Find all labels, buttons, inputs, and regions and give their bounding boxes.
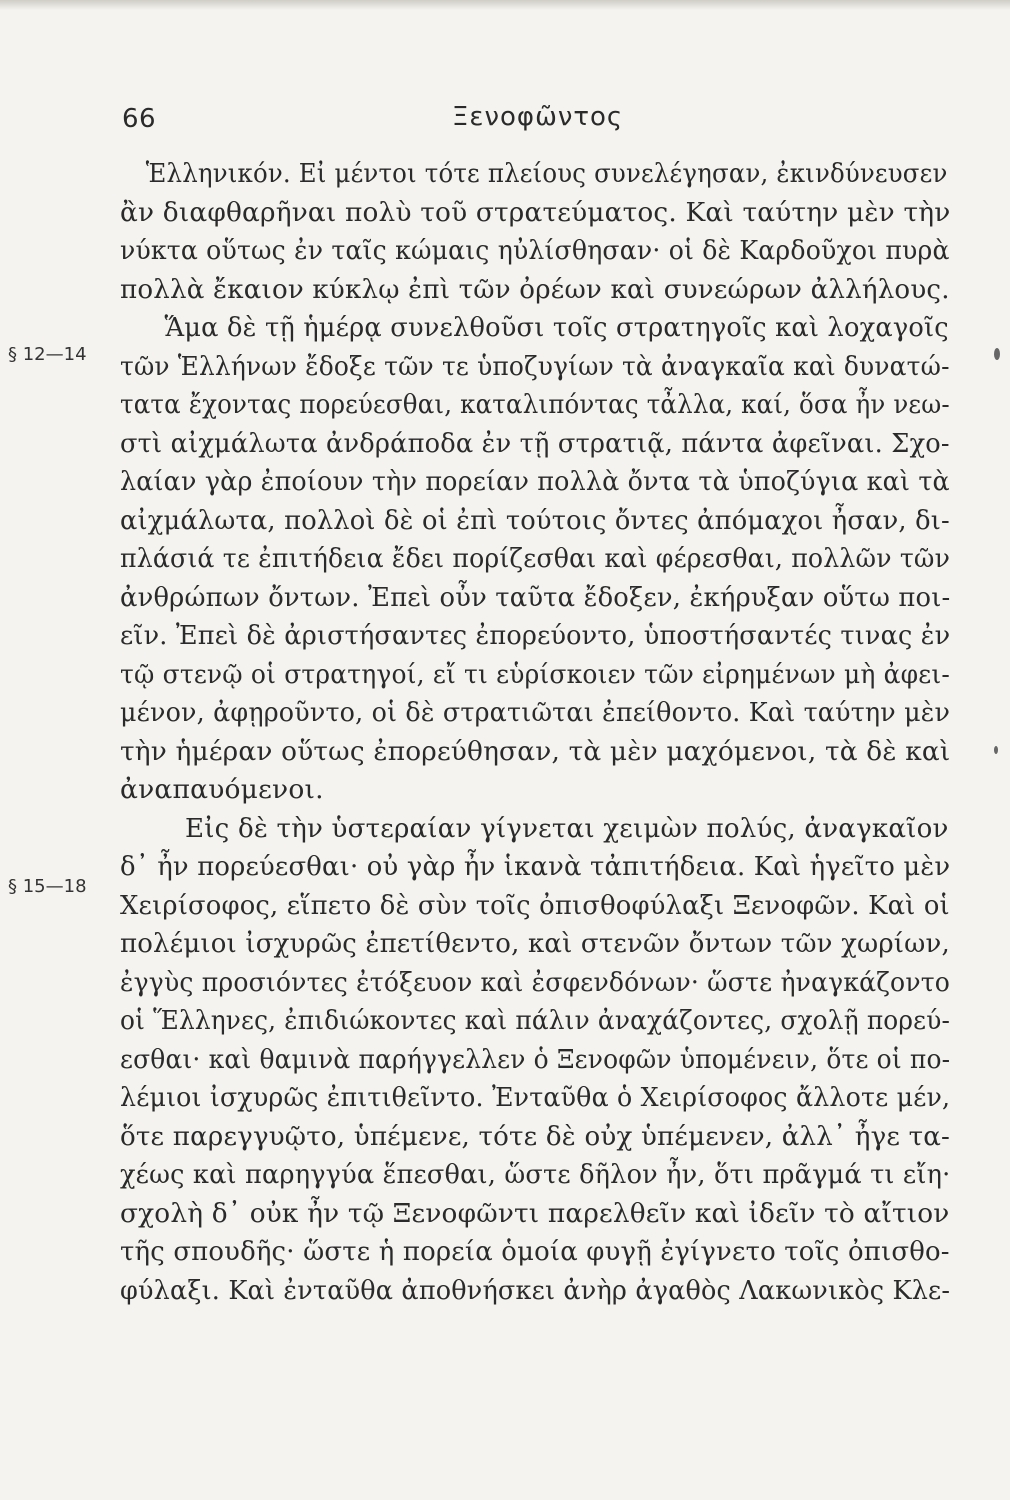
text-line: ὅτε παρεγγυῷτο, ὑπέμενε, τότε δὲ οὐχ ὑπέμενεν, ἀλλ᾽ ἦγε τα- <box>120 1120 951 1152</box>
paragraph-first-line: Ἅμα δὲ τῇ ἡμέρᾳ συνελθοῦσι τοῖς στρατηγοῖς καὶ λοχαγοῖς <box>164 312 949 343</box>
text-line: πολέμιοι ἰσχυρῶς ἐπετίθεντο, καὶ στενῶν ὄντων τῶν χωρίων, <box>120 928 950 959</box>
text-line: στὶ αἰχμάλωτα ἀνδράποδα ἐν τῇ στρατιᾷ, πάντα ἀφεῖναι. Σχο- <box>120 427 950 459</box>
text-line: τῷ στενῷ οἱ στρατηγοί, εἴ τι εὑρίσκοιεν τῶν εἰρημένων μὴ ἀφει- <box>120 658 950 690</box>
text-line: Χειρίσοφος, εἵπετο δὲ σὺν τοῖς ὀπισθοφύλαξι Ξενοφῶν. Καὶ οἱ <box>120 889 950 921</box>
text-line: τῶν Ἑλλήνων ἔδοξε τῶν τε ὑποζυγίων τὰ ἀναγκαῖα καὶ δυνατώ- <box>120 350 950 382</box>
page-number: 66 <box>122 104 157 134</box>
running-head: Ξενοφῶντος <box>452 102 624 132</box>
body-text <box>120 155 950 1349</box>
text-line: πολλὰ ἔκαιον κύκλῳ ἐπὶ τῶν ὀρέων καὶ συνεώρων ἀλλήλους. <box>120 273 950 305</box>
text-line: Ἑλληνικόν. Εἰ μέντοι τότε πλείους συνελέγησαν, ἐκινδύνευσεν <box>145 158 948 189</box>
paragraph-first-line: Εἰς δὲ τὴν ὑστεραίαν γίγνεται χειμὼν πολύς, ἀναγκαῖον <box>184 812 949 844</box>
section-marker: § 15—18 <box>8 876 87 897</box>
text-line: σχολὴ δ᾽ οὐκ ἦν τῷ Ξενοφῶντι παρελθεῖν καὶ ἰδεῖν τὸ αἴτιον <box>120 1197 950 1229</box>
ink-speck <box>994 746 998 754</box>
text-line: εσθαι· καὶ θαμινὰ παρήγγελλεν ὁ Ξενοφῶν ὑπομένειν, ὅτε οἱ πο- <box>120 1043 951 1075</box>
text-line: πλάσιά τε ἐπιτήδεια ἔδει πορίζεσθαι καὶ φέρεσθαι, πολλῶν τῶν <box>120 543 951 574</box>
ink-speck <box>994 348 1000 360</box>
page-header <box>0 96 1010 146</box>
text-line: ἀνθρώπων ὄντων. Ἐπεὶ οὖν ταῦτα ἔδοξεν, ἐκήρυξαν οὕτω ποι- <box>120 581 951 613</box>
text-line: οἱ Ἕλληνες, ἐπιδιώκοντες καὶ πάλιν ἀναχάζοντες, σχολῇ πορεύ- <box>120 1005 951 1036</box>
text-line: δ᾽ ἦν πορεύεσθαι· οὐ γὰρ ἦν ἱκανὰ τἀπιτήδεια. Καὶ ἡγεῖτο μὲν <box>120 851 951 882</box>
text-line: χέως καὶ παρηγγύα ἕπεσθαι, ὥστε δῆλον ἦν, ὅτι πρᾶγμά τι εἴη· <box>120 1159 951 1190</box>
text-line: φύλαξι. Καὶ ἐνταῦθα ἀποθνήσκει ἀνὴρ ἀγαθὸς Λακωνικὸς Κλε- <box>120 1274 951 1306</box>
text-line: τὴν ἡμέραν οὕτως ἐπορεύθησαν, τὰ μὲν μαχόμενοι, τὰ δὲ καὶ <box>120 735 951 767</box>
text-line <box>120 1310 950 1349</box>
text-line: ἂν διαφθαρῆναι πολὺ τοῦ στρατεύματος. Καὶ ταύτην μὲν τὴν <box>120 196 951 228</box>
text-line: εῖν. Ἐπεὶ δὲ ἀριστήσαντες ἐπορεύοντο, ὑποστήσαντές τινας ἐν <box>120 620 951 651</box>
text-line: νύκτα οὕτως ἐν ταῖς κώμαις ηὐλίσθησαν· οἱ δὲ Καρδοῦχοι πυρὰ <box>120 235 950 266</box>
text-line: αἰχμάλωτα, πολλοὶ δὲ οἱ ἐπὶ τούτοις ὄντες ἀπόμαχοι ἦσαν, δι- <box>120 504 950 536</box>
text-line: λαίαν γὰρ ἐποίουν τὴν πορείαν πολλὰ ὄντα τὰ ὑποζύγια καὶ τὰ <box>120 466 950 497</box>
section-marker: § 12—14 <box>8 344 87 365</box>
text-line: λέμιοι ἰσχυρῶς ἐπιτιθεῖντο. Ἐνταῦθα ὁ Χειρίσοφος ἄλλοτε μέν, <box>120 1082 951 1113</box>
text-line: τατα ἔχοντας πορεύεσθαι, καταλιπόντας τἆλλα, καί, ὅσα ἦν νεω- <box>120 389 950 420</box>
text-line: τῆς σπουδῆς· ὥστε ἡ πορεία ὁμοία φυγῇ ἐγίγνετο τοῖς ὀπισθο- <box>120 1236 950 1267</box>
text-line: ἐγγὺς προσιόντες ἐτόξευον καὶ ἐσφενδόνων· ὥστε ἠναγκάζοντο <box>120 966 951 998</box>
text-line: μένον, ἀφῃροῦντο, οἱ δὲ στρατιῶται ἐπείθοντο. Καὶ ταύτην μὲν <box>120 697 951 728</box>
text-line: ἀναπαυόμενοι. <box>120 774 324 805</box>
page-top-edge <box>0 0 1010 10</box>
